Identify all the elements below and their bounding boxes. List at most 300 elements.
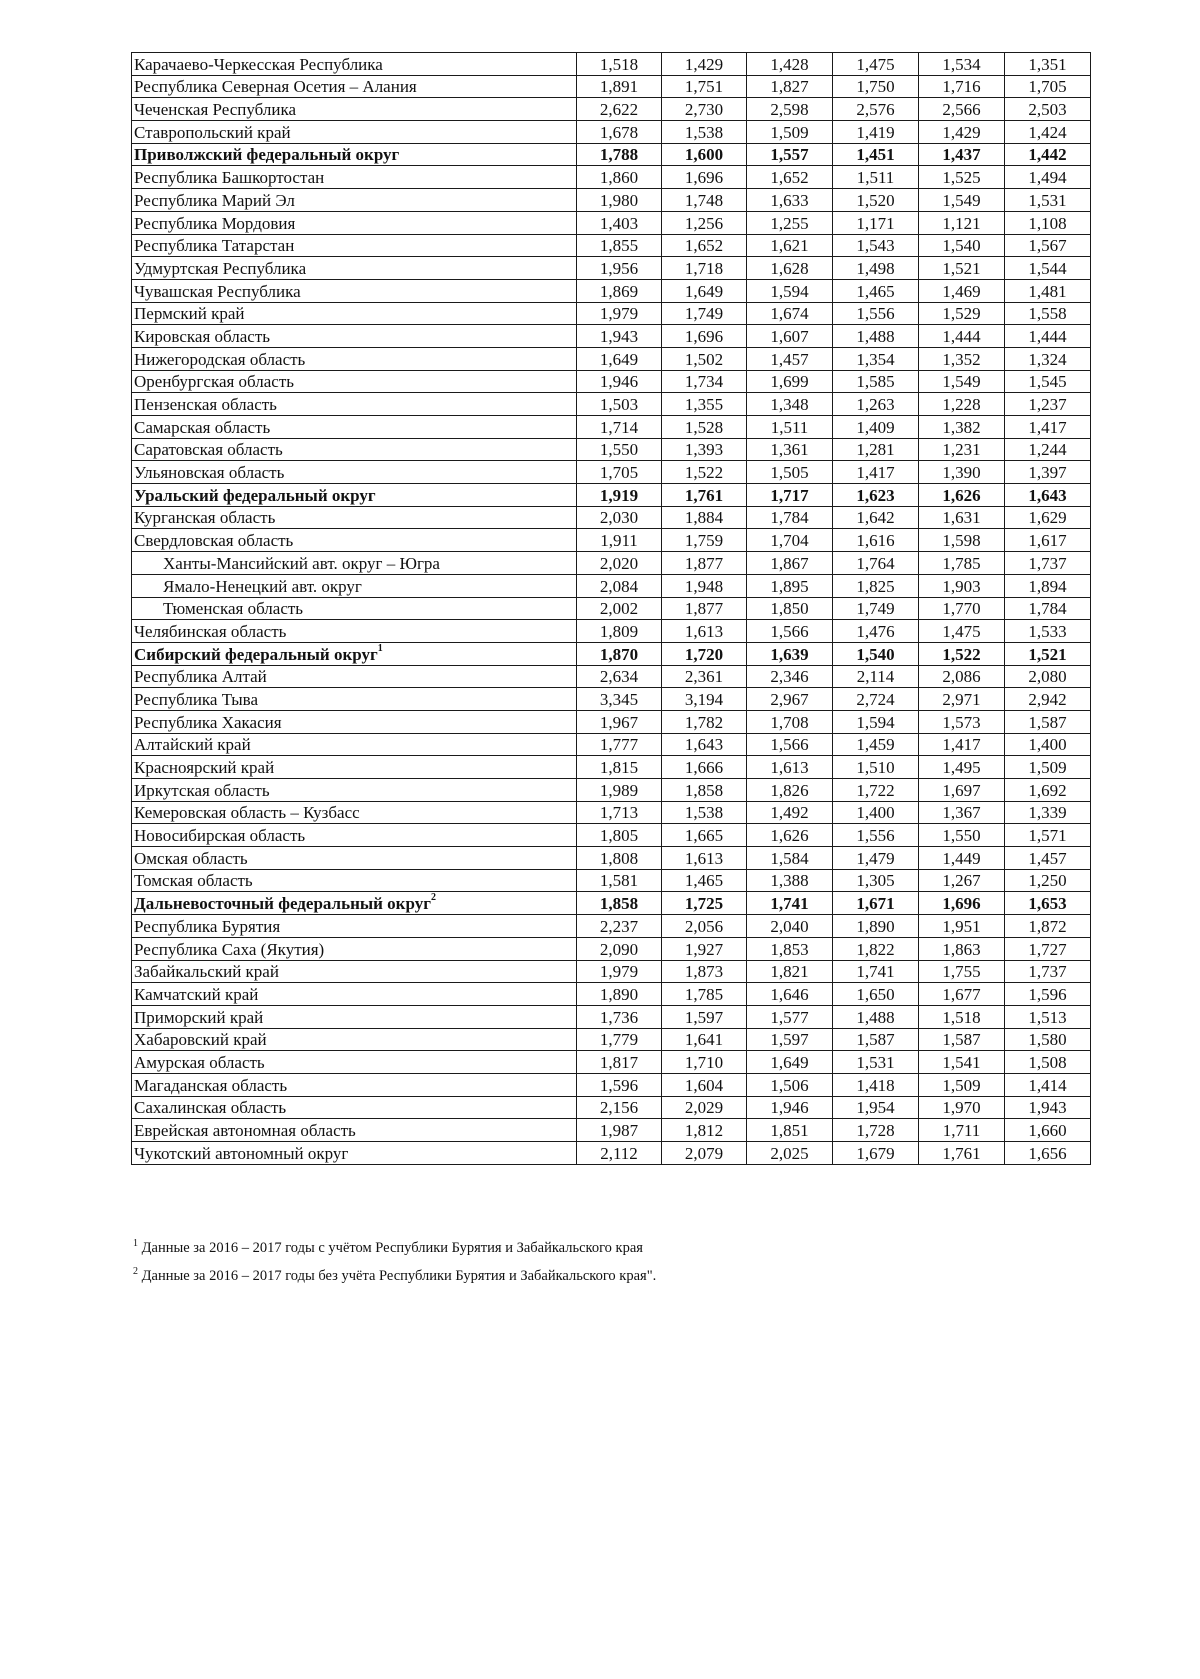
value-cell: 1,870 bbox=[577, 642, 662, 665]
value-cell: 1,584 bbox=[747, 847, 833, 870]
value-cell: 1,171 bbox=[833, 211, 919, 234]
value-cell: 1,571 bbox=[1005, 824, 1091, 847]
value-cell: 1,782 bbox=[662, 710, 747, 733]
value-cell: 1,502 bbox=[662, 347, 747, 370]
footnote-ref: 1 bbox=[377, 642, 383, 654]
value-cell: 1,400 bbox=[1005, 733, 1091, 756]
table-row bbox=[132, 915, 1091, 938]
value-cell: 1,643 bbox=[1005, 484, 1091, 507]
value-cell: 1,556 bbox=[833, 824, 919, 847]
region-name-cell bbox=[132, 869, 577, 892]
value-cell: 1,970 bbox=[919, 1096, 1005, 1119]
region-name: Магаданская область bbox=[134, 1075, 288, 1095]
table-row bbox=[132, 1119, 1091, 1142]
region-name-cell bbox=[132, 824, 577, 847]
value-cell: 1,869 bbox=[577, 279, 662, 302]
region-name: Чукотский автономный округ bbox=[134, 1143, 349, 1163]
value-cell: 1,403 bbox=[577, 211, 662, 234]
value-cell: 1,511 bbox=[747, 416, 833, 439]
value-cell: 2,030 bbox=[577, 506, 662, 529]
footnote-1 bbox=[133, 1232, 1033, 1260]
value-cell: 1,513 bbox=[1005, 1005, 1091, 1028]
value-cell: 1,779 bbox=[577, 1028, 662, 1051]
value-cell: 1,979 bbox=[577, 302, 662, 325]
value-cell: 1,558 bbox=[1005, 302, 1091, 325]
value-cell: 1,850 bbox=[747, 597, 833, 620]
value-cell: 1,666 bbox=[662, 756, 747, 779]
region-name-cell bbox=[132, 438, 577, 461]
value-cell: 1,808 bbox=[577, 847, 662, 870]
region-name: Пензенская область bbox=[134, 395, 277, 414]
region-name: Томская область bbox=[134, 871, 253, 891]
region-name: Республика Северная Осетия – Алания bbox=[134, 77, 417, 97]
value-cell: 1,465 bbox=[833, 279, 919, 302]
region-name: Алтайский край bbox=[134, 735, 251, 755]
value-cell: 1,414 bbox=[1005, 1073, 1091, 1096]
value-cell: 1,510 bbox=[833, 756, 919, 779]
value-cell: 2,079 bbox=[662, 1142, 747, 1165]
value-cell: 1,943 bbox=[577, 325, 662, 348]
region-name: Карачаево-Черкесская Республика bbox=[134, 54, 383, 74]
table-row-district bbox=[132, 892, 1091, 915]
value-cell: 1,495 bbox=[919, 756, 1005, 779]
region-name-cell bbox=[132, 98, 577, 121]
value-cell: 1,764 bbox=[833, 552, 919, 575]
value-cell: 1,417 bbox=[833, 461, 919, 484]
value-cell: 1,705 bbox=[1005, 75, 1091, 98]
region-name: Омская область bbox=[134, 848, 248, 868]
value-cell: 2,361 bbox=[662, 665, 747, 688]
region-name-cell bbox=[132, 211, 577, 234]
value-cell: 1,748 bbox=[662, 189, 747, 212]
value-cell: 1,596 bbox=[577, 1073, 662, 1096]
table-row bbox=[132, 801, 1091, 824]
table-row bbox=[132, 234, 1091, 257]
value-cell: 1,815 bbox=[577, 756, 662, 779]
region-name-cell bbox=[132, 552, 577, 575]
region-name-cell bbox=[132, 801, 577, 824]
footnote-text: Данные за 2016 – 2017 годы без учёта Республики Бурятия и Забайкальского края". bbox=[141, 1267, 657, 1284]
value-cell: 1,607 bbox=[747, 325, 833, 348]
region-name: Ставропольский край bbox=[134, 122, 291, 142]
value-cell: 1,511 bbox=[833, 166, 919, 189]
region-name-cell bbox=[132, 302, 577, 325]
value-cell: 2,090 bbox=[577, 937, 662, 960]
value-cell: 1,444 bbox=[1005, 325, 1091, 348]
region-name: Амурская область bbox=[134, 1052, 265, 1072]
region-name-cell bbox=[132, 166, 577, 189]
table-row bbox=[132, 983, 1091, 1006]
region-name: Республика Татарстан bbox=[134, 236, 295, 256]
table-row bbox=[132, 960, 1091, 983]
region-name: Удмуртская Республика bbox=[134, 258, 307, 278]
value-cell: 1,872 bbox=[1005, 915, 1091, 938]
region-name: Иркутская область bbox=[134, 780, 270, 800]
value-cell: 1,855 bbox=[577, 234, 662, 257]
value-cell: 1,737 bbox=[1005, 552, 1091, 575]
table-row bbox=[132, 552, 1091, 575]
value-cell: 1,352 bbox=[919, 347, 1005, 370]
value-cell: 1,649 bbox=[662, 279, 747, 302]
value-cell: 1,616 bbox=[833, 529, 919, 552]
value-cell: 1,534 bbox=[919, 53, 1005, 76]
region-name-cell bbox=[132, 847, 577, 870]
region-name: Республика Бурятия bbox=[134, 916, 281, 936]
value-cell: 2,020 bbox=[577, 552, 662, 575]
value-cell: 1,522 bbox=[919, 642, 1005, 665]
table-row-district bbox=[132, 484, 1091, 507]
value-cell: 1,531 bbox=[1005, 189, 1091, 212]
table-row bbox=[132, 733, 1091, 756]
value-cell: 2,576 bbox=[833, 98, 919, 121]
value-cell: 1,549 bbox=[919, 189, 1005, 212]
value-cell: 1,566 bbox=[747, 620, 833, 643]
value-cell: 1,825 bbox=[833, 574, 919, 597]
region-name: Сахалинская область bbox=[134, 1098, 287, 1118]
region-name-cell bbox=[132, 960, 577, 983]
value-cell: 1,550 bbox=[577, 438, 662, 461]
region-name: Красноярский край bbox=[134, 758, 275, 777]
region-name-cell bbox=[132, 1142, 577, 1165]
value-cell: 1,696 bbox=[919, 892, 1005, 915]
table-row bbox=[132, 1028, 1091, 1051]
value-cell: 3,345 bbox=[577, 688, 662, 711]
value-cell: 1,250 bbox=[1005, 869, 1091, 892]
value-cell: 1,894 bbox=[1005, 574, 1091, 597]
value-cell: 2,056 bbox=[662, 915, 747, 938]
table-row bbox=[132, 779, 1091, 802]
value-cell: 1,587 bbox=[833, 1028, 919, 1051]
value-cell: 1,785 bbox=[662, 983, 747, 1006]
table-row bbox=[132, 121, 1091, 144]
value-cell: 1,761 bbox=[662, 484, 747, 507]
table-row bbox=[132, 1051, 1091, 1074]
table-row bbox=[132, 756, 1091, 779]
value-cell: 1,621 bbox=[747, 234, 833, 257]
value-cell: 1,858 bbox=[577, 892, 662, 915]
value-cell: 2,598 bbox=[747, 98, 833, 121]
value-cell: 1,697 bbox=[919, 779, 1005, 802]
table-row bbox=[132, 189, 1091, 212]
region-name-cell bbox=[132, 370, 577, 393]
value-cell: 1,587 bbox=[919, 1028, 1005, 1051]
footnotes bbox=[133, 1232, 1033, 1288]
table-row bbox=[132, 574, 1091, 597]
table-row bbox=[132, 75, 1091, 98]
value-cell: 1,451 bbox=[833, 143, 919, 166]
value-cell: 1,121 bbox=[919, 211, 1005, 234]
table-body bbox=[132, 53, 1091, 1165]
region-name-cell bbox=[132, 1119, 577, 1142]
value-cell: 1,543 bbox=[833, 234, 919, 257]
region-name: Ульяновская область bbox=[134, 463, 285, 483]
region-name: Свердловская область bbox=[134, 531, 294, 551]
value-cell: 1,943 bbox=[1005, 1096, 1091, 1119]
value-cell: 1,617 bbox=[1005, 529, 1091, 552]
value-cell: 1,418 bbox=[833, 1073, 919, 1096]
value-cell: 2,040 bbox=[747, 915, 833, 938]
value-cell: 2,346 bbox=[747, 665, 833, 688]
value-cell: 1,927 bbox=[662, 937, 747, 960]
region-name: Республика Тыва bbox=[134, 689, 259, 709]
value-cell: 2,730 bbox=[662, 98, 747, 121]
value-cell: 1,419 bbox=[833, 121, 919, 144]
value-cell: 1,604 bbox=[662, 1073, 747, 1096]
value-cell: 1,518 bbox=[919, 1005, 1005, 1028]
region-name: Уральский федеральный округ bbox=[134, 485, 376, 505]
value-cell: 1,594 bbox=[833, 710, 919, 733]
value-cell: 1,481 bbox=[1005, 279, 1091, 302]
table-row bbox=[132, 461, 1091, 484]
value-cell: 1,734 bbox=[662, 370, 747, 393]
value-cell: 1,469 bbox=[919, 279, 1005, 302]
value-cell: 1,520 bbox=[833, 189, 919, 212]
value-cell: 1,750 bbox=[833, 75, 919, 98]
table-row bbox=[132, 597, 1091, 620]
value-cell: 1,449 bbox=[919, 847, 1005, 870]
value-cell: 1,628 bbox=[747, 257, 833, 280]
value-cell: 1,692 bbox=[1005, 779, 1091, 802]
value-cell: 1,506 bbox=[747, 1073, 833, 1096]
region-name-cell bbox=[132, 1005, 577, 1028]
region-name: Дальневосточный федеральный округ bbox=[134, 894, 431, 914]
value-cell: 1,476 bbox=[833, 620, 919, 643]
value-cell: 1,509 bbox=[1005, 756, 1091, 779]
value-cell: 1,716 bbox=[919, 75, 1005, 98]
value-cell: 1,749 bbox=[833, 597, 919, 620]
region-name-cell bbox=[132, 665, 577, 688]
region-name-cell bbox=[132, 937, 577, 960]
region-name-cell bbox=[132, 574, 577, 597]
value-cell: 1,911 bbox=[577, 529, 662, 552]
value-cell: 1,598 bbox=[919, 529, 1005, 552]
value-cell: 2,112 bbox=[577, 1142, 662, 1165]
value-cell: 1,533 bbox=[1005, 620, 1091, 643]
value-cell: 1,642 bbox=[833, 506, 919, 529]
region-name: Ямало-Ненецкий авт. округ bbox=[163, 576, 362, 596]
region-name: Самарская область bbox=[134, 417, 271, 437]
value-cell: 1,567 bbox=[1005, 234, 1091, 257]
value-cell: 1,777 bbox=[577, 733, 662, 756]
value-cell: 1,877 bbox=[662, 552, 747, 575]
value-cell: 1,919 bbox=[577, 484, 662, 507]
value-cell: 1,805 bbox=[577, 824, 662, 847]
value-cell: 1,656 bbox=[1005, 1142, 1091, 1165]
value-cell: 1,903 bbox=[919, 574, 1005, 597]
region-name-cell bbox=[132, 642, 577, 665]
table-row bbox=[132, 847, 1091, 870]
region-name-cell bbox=[132, 1073, 577, 1096]
table-row bbox=[132, 665, 1091, 688]
value-cell: 1,665 bbox=[662, 824, 747, 847]
value-cell: 1,987 bbox=[577, 1119, 662, 1142]
value-cell: 1,948 bbox=[662, 574, 747, 597]
table-row-district bbox=[132, 143, 1091, 166]
table-row bbox=[132, 98, 1091, 121]
table-row bbox=[132, 710, 1091, 733]
region-name: Пермский край bbox=[134, 304, 245, 324]
region-name-cell bbox=[132, 325, 577, 348]
region-name-cell bbox=[132, 484, 577, 507]
value-cell: 1,827 bbox=[747, 75, 833, 98]
value-cell: 1,785 bbox=[919, 552, 1005, 575]
value-cell: 1,623 bbox=[833, 484, 919, 507]
region-name-cell bbox=[132, 597, 577, 620]
value-cell: 1,529 bbox=[919, 302, 1005, 325]
value-cell: 1,428 bbox=[747, 53, 833, 76]
value-cell: 1,600 bbox=[662, 143, 747, 166]
value-cell: 2,967 bbox=[747, 688, 833, 711]
value-cell: 1,429 bbox=[662, 53, 747, 76]
value-cell: 1,652 bbox=[747, 166, 833, 189]
value-cell: 1,540 bbox=[919, 234, 1005, 257]
region-name-cell bbox=[132, 1051, 577, 1074]
value-cell: 1,488 bbox=[833, 1005, 919, 1028]
value-cell: 1,890 bbox=[577, 983, 662, 1006]
value-cell: 1,508 bbox=[1005, 1051, 1091, 1074]
value-cell: 1,361 bbox=[747, 438, 833, 461]
region-name: Еврейская автономная область bbox=[134, 1121, 356, 1140]
value-cell: 1,613 bbox=[662, 847, 747, 870]
value-cell: 1,710 bbox=[662, 1051, 747, 1074]
value-cell: 1,749 bbox=[662, 302, 747, 325]
value-cell: 2,942 bbox=[1005, 688, 1091, 711]
value-cell: 1,951 bbox=[919, 915, 1005, 938]
value-cell: 1,488 bbox=[833, 325, 919, 348]
value-cell: 1,577 bbox=[747, 1005, 833, 1028]
value-cell: 1,557 bbox=[747, 143, 833, 166]
value-cell: 1,518 bbox=[577, 53, 662, 76]
value-cell: 1,594 bbox=[747, 279, 833, 302]
table-row bbox=[132, 257, 1091, 280]
region-name: Республика Хакасия bbox=[134, 712, 282, 732]
value-cell: 1,400 bbox=[833, 801, 919, 824]
value-cell: 1,417 bbox=[919, 733, 1005, 756]
value-cell: 1,759 bbox=[662, 529, 747, 552]
value-cell: 1,704 bbox=[747, 529, 833, 552]
value-cell: 2,724 bbox=[833, 688, 919, 711]
value-cell: 1,255 bbox=[747, 211, 833, 234]
value-cell: 1,626 bbox=[919, 484, 1005, 507]
region-name-cell bbox=[132, 416, 577, 439]
table-row bbox=[132, 529, 1091, 552]
value-cell: 1,946 bbox=[577, 370, 662, 393]
value-cell: 1,339 bbox=[1005, 801, 1091, 824]
value-cell: 1,884 bbox=[662, 506, 747, 529]
value-cell: 1,826 bbox=[747, 779, 833, 802]
value-cell: 1,851 bbox=[747, 1119, 833, 1142]
value-cell: 1,696 bbox=[662, 325, 747, 348]
value-cell: 1,437 bbox=[919, 143, 1005, 166]
value-cell: 2,566 bbox=[919, 98, 1005, 121]
value-cell: 1,597 bbox=[747, 1028, 833, 1051]
region-name: Саратовская область bbox=[134, 440, 283, 460]
value-cell: 1,890 bbox=[833, 915, 919, 938]
value-cell: 1,821 bbox=[747, 960, 833, 983]
value-cell: 1,267 bbox=[919, 869, 1005, 892]
value-cell: 1,714 bbox=[577, 416, 662, 439]
value-cell: 1,417 bbox=[1005, 416, 1091, 439]
table-row bbox=[132, 370, 1091, 393]
value-cell: 1,822 bbox=[833, 937, 919, 960]
region-name-cell bbox=[132, 189, 577, 212]
value-cell: 1,509 bbox=[747, 121, 833, 144]
value-cell: 1,465 bbox=[662, 869, 747, 892]
value-cell: 1,393 bbox=[662, 438, 747, 461]
value-cell: 2,971 bbox=[919, 688, 1005, 711]
value-cell: 1,256 bbox=[662, 211, 747, 234]
table-row bbox=[132, 1142, 1091, 1165]
value-cell: 1,633 bbox=[747, 189, 833, 212]
value-cell: 1,587 bbox=[1005, 710, 1091, 733]
value-cell: 1,538 bbox=[662, 801, 747, 824]
table-row bbox=[132, 438, 1091, 461]
value-cell: 1,585 bbox=[833, 370, 919, 393]
value-cell: 1,853 bbox=[747, 937, 833, 960]
region-name: Республика Алтай bbox=[134, 667, 267, 687]
value-cell: 1,678 bbox=[577, 121, 662, 144]
region-name-cell bbox=[132, 279, 577, 302]
region-name: Республика Башкортостан bbox=[134, 168, 325, 188]
value-cell: 1,784 bbox=[1005, 597, 1091, 620]
value-cell: 1,737 bbox=[1005, 960, 1091, 983]
value-cell: 1,727 bbox=[1005, 937, 1091, 960]
region-name-cell bbox=[132, 710, 577, 733]
fertility-data-table bbox=[131, 52, 1091, 1165]
value-cell: 1,980 bbox=[577, 189, 662, 212]
value-cell: 1,649 bbox=[747, 1051, 833, 1074]
value-cell: 2,029 bbox=[662, 1096, 747, 1119]
table-row bbox=[132, 211, 1091, 234]
table-row bbox=[132, 347, 1091, 370]
region-name: Челябинская область bbox=[134, 621, 287, 641]
value-cell: 1,541 bbox=[919, 1051, 1005, 1074]
value-cell: 1,629 bbox=[1005, 506, 1091, 529]
table-row bbox=[132, 937, 1091, 960]
value-cell: 1,613 bbox=[662, 620, 747, 643]
value-cell: 1,646 bbox=[747, 983, 833, 1006]
region-name-cell bbox=[132, 756, 577, 779]
value-cell: 1,540 bbox=[833, 642, 919, 665]
value-cell: 1,967 bbox=[577, 710, 662, 733]
value-cell: 1,409 bbox=[833, 416, 919, 439]
region-name-cell bbox=[132, 915, 577, 938]
region-name-cell bbox=[132, 506, 577, 529]
value-cell: 1,521 bbox=[919, 257, 1005, 280]
value-cell: 1,722 bbox=[833, 779, 919, 802]
value-cell: 1,956 bbox=[577, 257, 662, 280]
value-cell: 1,711 bbox=[919, 1119, 1005, 1142]
value-cell: 1,817 bbox=[577, 1051, 662, 1074]
value-cell: 1,639 bbox=[747, 642, 833, 665]
value-cell: 1,867 bbox=[747, 552, 833, 575]
value-cell: 1,761 bbox=[919, 1142, 1005, 1165]
region-name-cell bbox=[132, 121, 577, 144]
region-name-cell bbox=[132, 779, 577, 802]
region-name: Чеченская Республика bbox=[134, 100, 296, 120]
footnote-text: Данные за 2016 – 2017 годы с учётом Республики Бурятия и Забайкальского края bbox=[141, 1239, 643, 1256]
value-cell: 1,696 bbox=[662, 166, 747, 189]
value-cell: 1,643 bbox=[662, 733, 747, 756]
value-cell: 1,525 bbox=[919, 166, 1005, 189]
value-cell: 3,194 bbox=[662, 688, 747, 711]
value-cell: 1,788 bbox=[577, 143, 662, 166]
value-cell: 1,503 bbox=[577, 393, 662, 416]
region-name-cell bbox=[132, 983, 577, 1006]
value-cell: 1,390 bbox=[919, 461, 1005, 484]
value-cell: 1,263 bbox=[833, 393, 919, 416]
value-cell: 1,979 bbox=[577, 960, 662, 983]
